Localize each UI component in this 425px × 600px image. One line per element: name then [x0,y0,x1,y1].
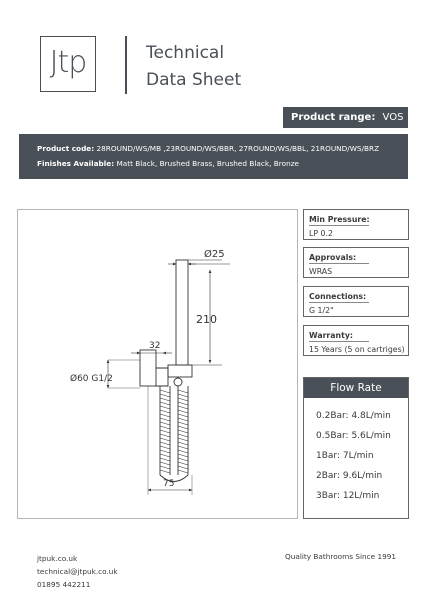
wall-plate [140,350,156,386]
flow-rate-list [304,398,408,506]
flow-rate-row: 2Bar: 9.6L/min [316,471,383,481]
flow-rate-row: 0.2Bar: 4.8L/min [316,411,391,421]
product-code-label: Product code: [37,144,95,153]
spec-connections [303,286,409,317]
dim-height-label: 210 [196,313,217,326]
connections-label: Connections: [309,290,408,303]
footer-phone: 01895 442211 [37,580,91,589]
dim-width-label: 75 [163,479,175,489]
hose-spiral [160,390,188,473]
product-code-value: 28ROUND/WS/MB ,23ROUND/WS/BBR, 27ROUND/WS/BBL, 21ROUND/WS/BRZ [96,144,380,153]
product-code-row [37,141,408,156]
spec-warranty [303,325,409,356]
logo-text: Jtp [49,45,87,80]
product-range-bar [283,107,408,128]
footer-email-link[interactable]: technical@jtpuk.co.uk [37,567,118,576]
handset-holder [168,365,192,377]
finishes-label: Finishes Available: [37,159,115,168]
flow-rate-row: 3Bar: 12L/min [316,491,380,501]
header-divider [125,36,127,94]
dim-outlet-label: Ø60 G1/2 [70,374,113,384]
product-codes-bar [19,134,408,179]
footer-website-link[interactable]: jtpuk.co.uk [37,554,78,563]
flow-rate-row: 0.5Bar: 5.6L/min [316,431,391,441]
finishes-row [37,156,408,171]
flow-rate-panel [303,377,409,519]
min-pressure-value: LP 0.2 [309,229,333,238]
footer-tagline: Quality Bathrooms Since 1991 [285,552,397,561]
flow-rate-title: Flow Rate [304,378,408,398]
wall-outlet [156,368,168,386]
product-range-value: VOS [382,112,404,123]
jtp-logo [40,36,96,92]
handset-handle [176,260,188,365]
spec-min-pressure [303,209,409,240]
finishes-value: Matt Black, Brushed Brass, Brushed Black, Bronze [116,159,300,168]
dim-diameter-label: Ø25 [204,249,225,260]
spec-approvals [303,247,409,278]
title-line-2: Data Sheet [146,70,242,90]
technical-drawing [17,209,298,519]
flow-rate-row: 1Bar: 7L/min [316,451,374,461]
dim-depth-label: 32 [149,341,161,351]
connections-value: G 1/2" [309,306,334,315]
warranty-value: 15 Years (5 on cartriges) [309,345,405,354]
approvals-label: Approvals: [309,251,408,264]
footer-contact [37,552,118,591]
title-line-1: Technical [146,43,225,63]
min-pressure-label: Min Pressure: [309,213,408,226]
product-range-label: Product range: [291,112,376,123]
approvals-value: WRAS [309,267,333,276]
document-title [146,40,266,94]
drawing-svg [18,210,299,520]
warranty-label: Warranty: [309,329,408,342]
